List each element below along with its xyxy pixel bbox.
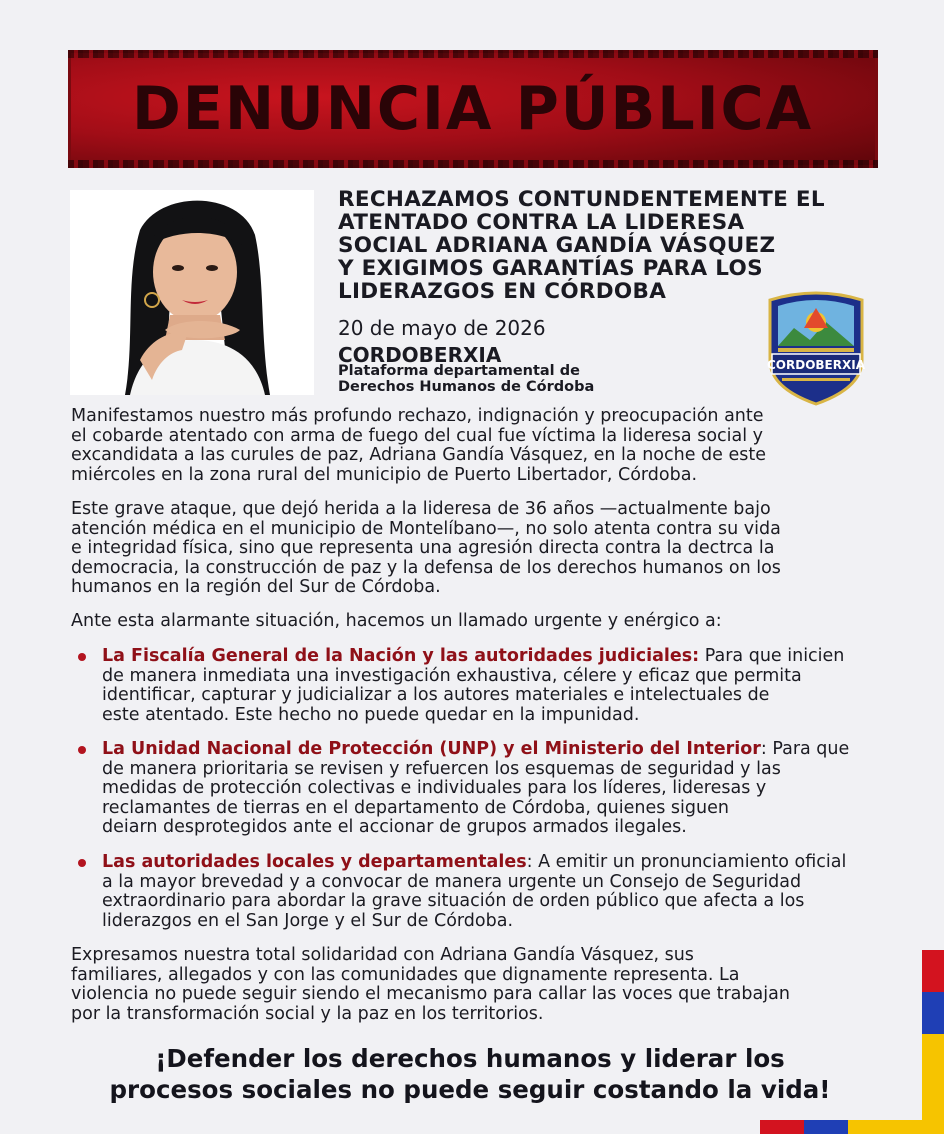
- paragraph-line: humanos en la región del Sur de Córdoba.: [71, 577, 441, 597]
- headline-line: Y EXIGIMOS GARANTÍAS PARA LOS: [338, 256, 763, 281]
- list-item-text: [102, 647, 878, 725]
- org-desc-line: Plataforma departamental de: [338, 363, 580, 379]
- list-item-line: deiarn desprotegidos ante el accionar de grupos armados ilegales.: [102, 817, 687, 837]
- closing-line: ¡Defender los derechos humanos y liderar los: [155, 1044, 785, 1073]
- flag-red-stripe: [922, 950, 944, 992]
- list-item-rest: : A emitir un pronunciamiento oficial: [526, 852, 847, 872]
- paragraph-line: Este grave ataque, que dejó herida a la lideresa de 36 años —actualmente bajo: [71, 499, 771, 519]
- list-item-line: de manera inmediata una investigación exhaustiva, célere y eficaz que permita: [102, 665, 802, 686]
- shield-logo-icon: [760, 288, 872, 406]
- headline-line: RECHAZAMOS CONTUNDENTEMENTE EL: [338, 187, 825, 212]
- list-item-first-line: [102, 853, 878, 873]
- paragraph-line: e integridad física, sino que representa una agresión directa contra la dectrca la: [71, 538, 775, 558]
- closing-line: procesos sociales no puede seguir costando la vida!: [109, 1075, 831, 1104]
- list-item-line: extraordinario para abordar la grave situación de orden público que afecta a los: [102, 891, 805, 911]
- logo-text: CORDOBERXIA: [767, 358, 865, 372]
- paragraph-line: Ante esta alarmante situación, hacemos un llamado urgente y enérgico a:: [71, 611, 722, 631]
- flag-bottom-yellow: [848, 1120, 944, 1134]
- headline-line: ATENTADO CONTRA LA LIDERESA: [338, 210, 745, 235]
- list-item-first-line: [102, 647, 878, 667]
- list-item-line: de manera prioritaria se revisen y refuercen los esquemas de seguridad y las: [102, 758, 781, 779]
- flag-blue-stripe: [922, 992, 944, 1034]
- closing-statement: [60, 1043, 880, 1105]
- flag-bottom-blue: [804, 1120, 848, 1134]
- headline: [338, 188, 898, 303]
- bullet-dot-icon: [78, 859, 86, 867]
- headline-line: SOCIAL ADRIANA GANDÍA VÁSQUEZ: [338, 233, 776, 258]
- publication-date: 20 de mayo de 2026: [338, 316, 546, 340]
- list-item-title: Las autoridades locales y departamentales: [102, 852, 527, 872]
- paragraph-1: [71, 407, 876, 485]
- list-item-title: La Unidad Nacional de Protección (UNP) y el Ministerio del Interior: [102, 739, 761, 759]
- list-item-text: [102, 853, 878, 931]
- paragraph-line: atención médica en el municipio de Montelíbano—, no solo atenta contra su vida: [71, 518, 781, 539]
- list-item-line: identificar, capturar y judicializar a los autores materiales e intelectuales de: [102, 685, 770, 705]
- paragraph-line: Expresamos nuestra total solidaridad con Adriana Gandía Vásquez, sus: [71, 945, 694, 965]
- list-item-line: reclamantes de tierras en el departamento de Córdoba, quienes siguen: [102, 797, 729, 818]
- list-item-title: La Fiscalía General de la Nación y las autoridades judiciales:: [102, 646, 700, 666]
- cordoberxia-logo: [760, 288, 872, 406]
- organization-name: CORDOBERXIA: [338, 343, 502, 367]
- list-item-line: liderazgos en el San Jorge y el Sur de Córdoba.: [102, 910, 514, 931]
- paragraph-line: excandidata a las curules de paz, Adriana Gandía Vásquez, en la noche de este: [71, 445, 766, 465]
- list-item-text: [102, 740, 878, 838]
- list-item-line: medidas de protección colectivas e individuales para los líderes, lideresas y: [102, 778, 767, 798]
- list-item-rest: Para que inicien: [699, 646, 845, 666]
- paragraph-line: familiares, allegados y con las comunidades que dignamente representa. La: [71, 964, 740, 985]
- paragraph-line: violencia no puede seguir siendo el mecanismo para callar las voces que trabajan: [71, 984, 790, 1004]
- bullet-dot-icon: [78, 653, 86, 661]
- headline-line: LIDERAZGOS EN CÓRDOBA: [338, 279, 667, 304]
- paragraph-line: miércoles en la zona rural del municipio de Puerto Libertador, Córdoba.: [71, 464, 698, 485]
- flag-bottom-red: [760, 1120, 804, 1134]
- paragraph-4: [71, 946, 876, 1024]
- paragraph-line: Manifestamos nuestro más profundo rechazo, indignación y preocupación ante: [71, 406, 764, 426]
- organization-description: [338, 364, 594, 395]
- denuncia-banner: [68, 50, 878, 168]
- bullet-dot-icon: [78, 746, 86, 754]
- paragraph-3: [71, 612, 876, 632]
- list-item-rest: : Para que: [760, 739, 850, 759]
- flag-yellow-stripe: [922, 1034, 944, 1134]
- banner-title: DENUNCIA PÚBLICA: [132, 74, 814, 144]
- list-item-first-line: [102, 740, 878, 760]
- portrait-photo: [70, 190, 314, 395]
- portrait-illustration: [70, 190, 314, 395]
- list-item-line: este atentado. Este hecho no puede quedar en la impunidad.: [102, 704, 640, 725]
- paragraph-line: democracia, la construcción de paz y la defensa de los derechos humanos on los: [71, 557, 781, 578]
- paragraph-line: por la transformación social y la paz en los territorios.: [71, 1003, 544, 1024]
- org-desc-line: Derechos Humanos de Córdoba: [338, 378, 595, 395]
- list-item-line: a la mayor brevedad y a convocar de manera urgente un Consejo de Seguridad: [102, 871, 802, 892]
- paragraph-line: el cobarde atentado con arma de fuego del cual fue víctima la lideresa social y: [71, 425, 764, 446]
- paragraph-2: [71, 500, 876, 598]
